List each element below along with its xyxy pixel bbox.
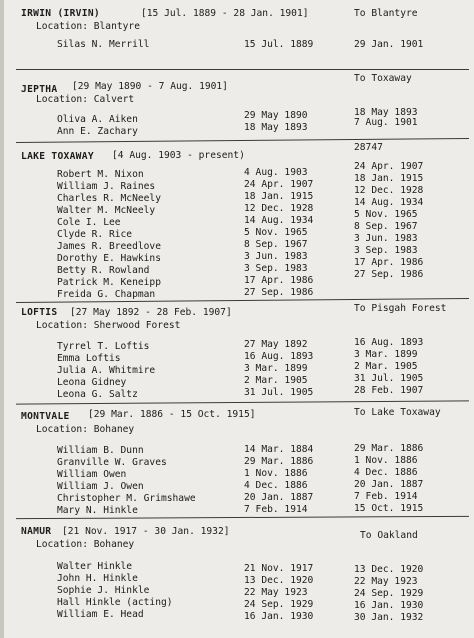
office-location: Location: Calvert bbox=[36, 94, 135, 105]
end-date: 24 Apr. 1907 bbox=[354, 161, 424, 172]
end-date: 3 Sep. 1983 bbox=[354, 245, 418, 256]
office-note: To Pisgah Forest bbox=[354, 303, 447, 314]
end-date: 3 Mar. 1899 bbox=[354, 349, 418, 360]
start-date: 3 Jun. 1983 bbox=[244, 251, 308, 262]
office-name: MONTVALE bbox=[21, 411, 70, 422]
end-date: 7 Aug. 1901 bbox=[354, 117, 418, 128]
end-date: 8 Sep. 1967 bbox=[354, 221, 418, 232]
office-dates: [15 Jul. 1889 - 28 Jan. 1901] bbox=[141, 8, 309, 19]
start-date: 7 Feb. 1914 bbox=[244, 504, 308, 515]
start-date: 16 Aug. 1893 bbox=[244, 351, 314, 362]
postmaster-name: Granville W. Graves bbox=[57, 457, 167, 468]
postmaster-name: Christopher M. Grimshawe bbox=[57, 493, 196, 504]
start-date: 27 Sep. 1986 bbox=[244, 287, 314, 298]
postmaster-name: Sophie J. Hinkle bbox=[57, 585, 150, 596]
end-date: 16 Jan. 1930 bbox=[354, 600, 424, 611]
office-name: LOFTIS bbox=[21, 307, 58, 318]
postmaster-name: Hall Hinkle (acting) bbox=[57, 597, 173, 608]
end-date: 12 Dec. 1928 bbox=[354, 185, 424, 196]
office-dates: [27 May 1892 - 28 Feb. 1907] bbox=[70, 307, 232, 318]
document-page bbox=[4, 0, 474, 638]
start-date: 1 Nov. 1886 bbox=[244, 468, 308, 479]
postmaster-name: Ann E. Zachary bbox=[57, 126, 138, 137]
postmaster-name: Tyrrel T. Loftis bbox=[57, 341, 150, 352]
office-location: Location: Bohaney bbox=[36, 424, 135, 435]
divider bbox=[16, 400, 469, 404]
end-date: 16 Aug. 1893 bbox=[354, 337, 424, 348]
end-date: 24 Sep. 1929 bbox=[354, 588, 424, 599]
office-name: LAKE TOXAWAY bbox=[21, 151, 94, 162]
postmaster-name: Dorothy E. Hawkins bbox=[57, 253, 161, 264]
end-date: 17 Apr. 1986 bbox=[354, 257, 424, 268]
end-date: 18 Jan. 1915 bbox=[354, 173, 424, 184]
office-location: Location: Blantyre bbox=[36, 21, 140, 32]
office-note: 28747 bbox=[354, 142, 383, 153]
start-date: 27 May 1892 bbox=[244, 339, 308, 350]
start-date: 4 Dec. 1886 bbox=[244, 480, 308, 491]
start-date: 14 Aug. 1934 bbox=[244, 215, 314, 226]
end-date: 22 May 1923 bbox=[354, 576, 418, 587]
end-date: 14 Aug. 1934 bbox=[354, 197, 424, 208]
start-date: 31 Jul. 1905 bbox=[244, 387, 314, 398]
postmaster-name: Oliva A. Aiken bbox=[57, 114, 138, 125]
start-date: 24 Sep. 1929 bbox=[244, 599, 314, 610]
postmaster-name: Julia A. Whitmire bbox=[57, 365, 156, 376]
start-date: 16 Jan. 1930 bbox=[244, 611, 314, 622]
start-date: 18 Jan. 1915 bbox=[244, 191, 314, 202]
start-date: 24 Apr. 1907 bbox=[244, 179, 314, 190]
office-dates: [29 May 1890 - 7 Aug. 1901] bbox=[72, 81, 228, 92]
start-date: 4 Aug. 1903 bbox=[244, 167, 308, 178]
end-date: 4 Dec. 1886 bbox=[354, 467, 418, 478]
end-date: 5 Nov. 1965 bbox=[354, 209, 418, 220]
end-date: 13 Dec. 1920 bbox=[354, 564, 424, 575]
postmaster-name: William B. Dunn bbox=[57, 445, 144, 456]
office-note: To Blantyre bbox=[354, 8, 418, 19]
end-date: 15 Oct. 1915 bbox=[354, 503, 424, 514]
start-date: 20 Jan. 1887 bbox=[244, 492, 314, 503]
office-name: NAMUR bbox=[21, 526, 52, 537]
office-name: IRWIN (IRVIN) bbox=[21, 8, 100, 19]
postmaster-name: Charles R. McNeely bbox=[57, 193, 161, 204]
end-date: 31 Jul. 1905 bbox=[354, 373, 424, 384]
end-date: 1 Nov. 1886 bbox=[354, 455, 418, 466]
start-date: 21 Nov. 1917 bbox=[244, 563, 314, 574]
office-note: To Oakland bbox=[360, 530, 418, 541]
postmaster-name: William E. Head bbox=[57, 609, 144, 620]
postmaster-name: Silas N. Merrill bbox=[57, 39, 150, 50]
office-note: To Lake Toxaway bbox=[354, 407, 441, 418]
start-date: 5 Nov. 1965 bbox=[244, 227, 308, 238]
end-date: 29 Jan. 1901 bbox=[354, 39, 424, 50]
end-date: 28 Feb. 1907 bbox=[354, 385, 424, 396]
postmaster-name: Emma Loftis bbox=[57, 353, 121, 364]
end-date: 18 May 1893 bbox=[354, 107, 418, 118]
start-date: 22 May 1923 bbox=[244, 587, 308, 598]
start-date: 29 Mar. 1886 bbox=[244, 456, 314, 467]
end-date: 7 Feb. 1914 bbox=[354, 491, 418, 502]
start-date: 15 Jul. 1889 bbox=[244, 39, 314, 50]
postmaster-name: William J. Owen bbox=[57, 481, 144, 492]
start-date: 3 Sep. 1983 bbox=[244, 263, 308, 274]
office-dates: [21 Nov. 1917 - 30 Jan. 1932] bbox=[62, 526, 230, 537]
start-date: 2 Mar. 1905 bbox=[244, 375, 308, 386]
postmaster-name: Patrick M. Keneipp bbox=[57, 277, 161, 288]
postmaster-name: Robert M. Nixon bbox=[57, 169, 144, 180]
end-date: 30 Jan. 1932 bbox=[354, 612, 424, 623]
postmaster-name: Walter M. McNeely bbox=[57, 205, 156, 216]
office-note: To Toxaway bbox=[354, 73, 412, 84]
end-date: 2 Mar. 1905 bbox=[354, 361, 418, 372]
divider bbox=[16, 69, 469, 70]
office-dates: [29 Mar. 1886 - 15 Oct. 1915] bbox=[88, 409, 256, 420]
start-date: 29 May 1890 bbox=[244, 110, 308, 121]
divider bbox=[16, 138, 469, 143]
postmaster-name: Leona G. Saltz bbox=[57, 389, 138, 400]
end-date: 20 Jan. 1887 bbox=[354, 479, 424, 490]
postmaster-name: Cole I. Lee bbox=[57, 217, 121, 228]
postmaster-name: John H. Hinkle bbox=[57, 573, 138, 584]
postmaster-name: James R. Breedlove bbox=[57, 241, 161, 252]
office-location: Location: Sherwood Forest bbox=[36, 320, 181, 331]
end-date: 29 Mar. 1886 bbox=[354, 443, 424, 454]
postmaster-name: Freida G. Chapman bbox=[57, 289, 156, 300]
start-date: 13 Dec. 1920 bbox=[244, 575, 314, 586]
start-date: 17 Apr. 1986 bbox=[244, 275, 314, 286]
start-date: 3 Mar. 1899 bbox=[244, 363, 308, 374]
office-dates: [4 Aug. 1903 - present) bbox=[112, 150, 245, 161]
postmaster-name: Betty R. Rowland bbox=[57, 265, 150, 276]
start-date: 8 Sep. 1967 bbox=[244, 239, 308, 250]
end-date: 27 Sep. 1986 bbox=[354, 269, 424, 280]
office-name: JEPTHA bbox=[21, 84, 58, 95]
start-date: 12 Dec. 1928 bbox=[244, 203, 314, 214]
end-date: 3 Jun. 1983 bbox=[354, 233, 418, 244]
start-date: 14 Mar. 1884 bbox=[244, 444, 314, 455]
postmaster-name: Clyde R. Rice bbox=[57, 229, 133, 240]
office-location: Location: Bohaney bbox=[36, 539, 135, 550]
postmaster-name: Leona Gidney bbox=[57, 377, 127, 388]
postmaster-name: William Owen bbox=[57, 469, 127, 480]
postmaster-name: Walter Hinkle bbox=[57, 561, 133, 572]
postmaster-name: William J. Raines bbox=[57, 181, 156, 192]
start-date: 18 May 1893 bbox=[244, 122, 308, 133]
postmaster-name: Mary N. Hinkle bbox=[57, 505, 138, 516]
